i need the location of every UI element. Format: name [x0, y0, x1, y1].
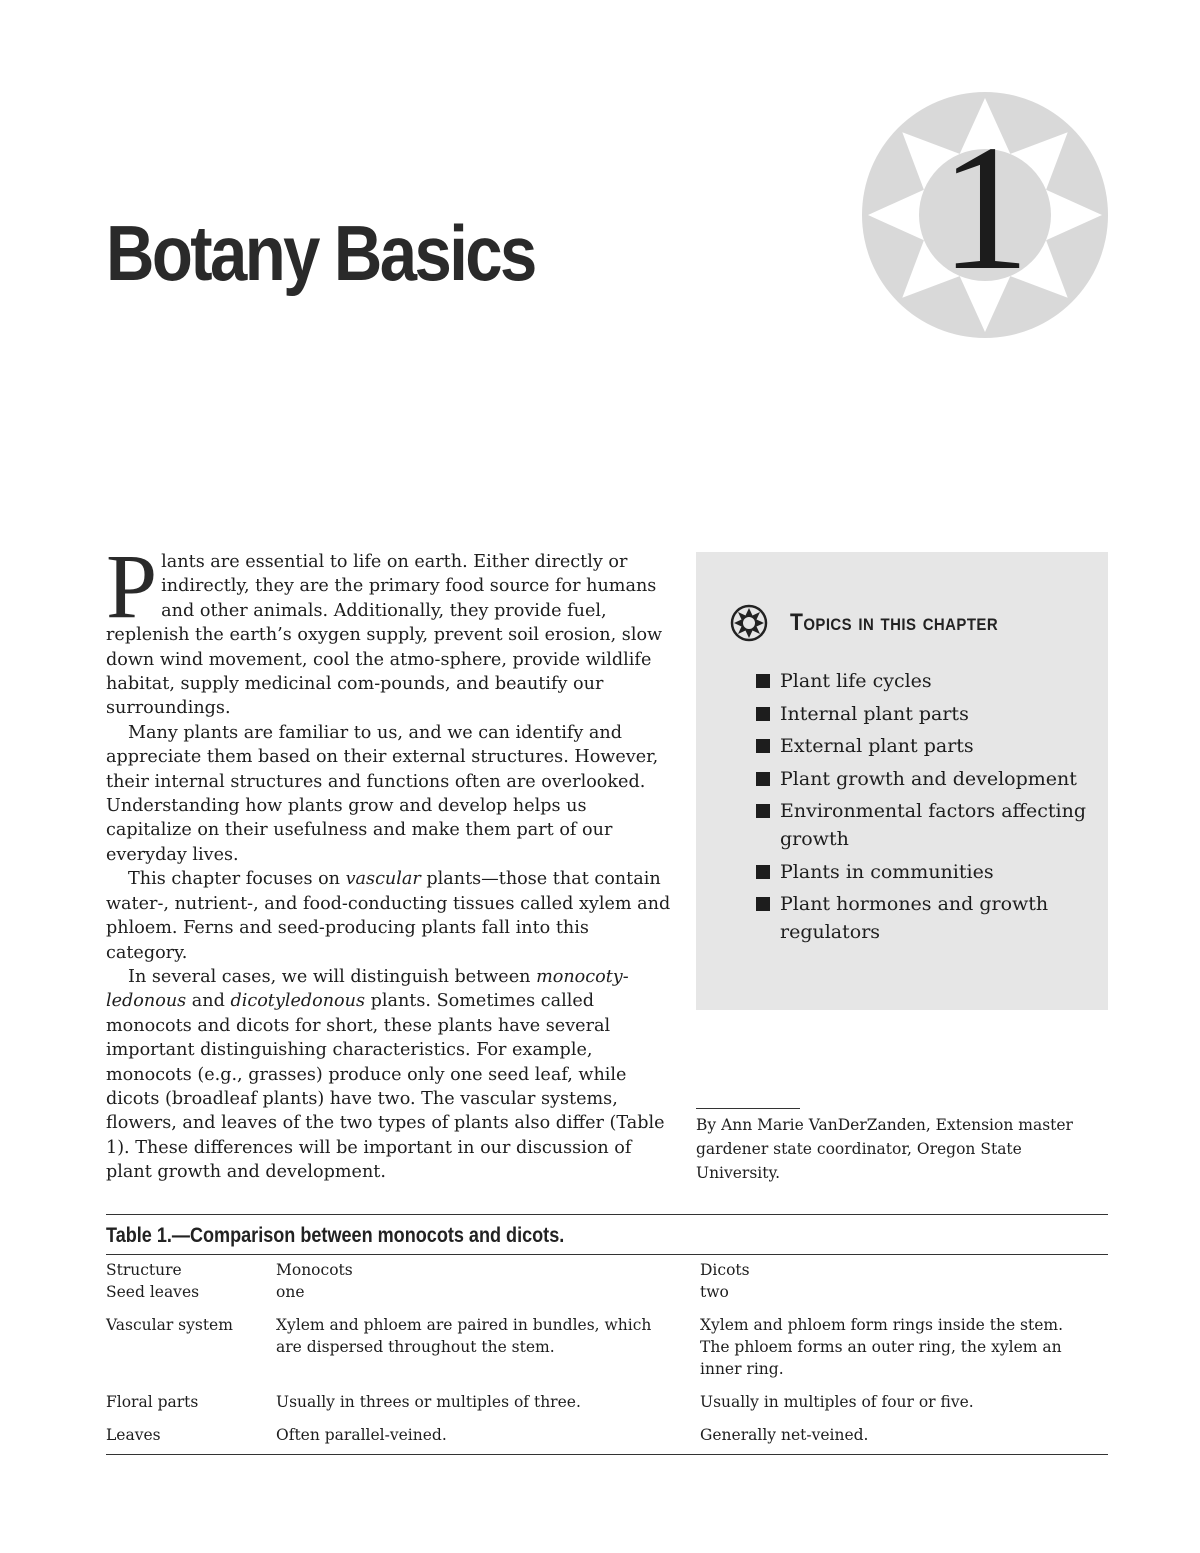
table-header-row	[106, 1255, 1108, 1281]
table-cell: one	[276, 1283, 305, 1301]
topic-item: Plant hormones and growth regulators	[756, 890, 1096, 946]
table-caption: Table 1.—Comparison between monocots and dicots.	[106, 1224, 565, 1247]
topic-item: Internal plant parts	[756, 700, 1096, 728]
body-text	[106, 535, 674, 1185]
star-ring-icon	[730, 604, 768, 642]
byline-rule	[696, 1108, 800, 1109]
topic-item: Plants in communities	[756, 858, 1096, 886]
column-header: Monocots	[276, 1261, 353, 1279]
paragraph-2: Many plants are familiar to us, and we can identify and appreciate them based on their external structures. However, their internal structures and functions often are overlooked. Understanding how plants grow and develop helps us capitalize on their usefulness and make them part of our everyday lives.	[106, 722, 659, 865]
table-cell: two	[700, 1283, 729, 1301]
table-cell: Vascular system	[106, 1316, 233, 1334]
comparison-table	[106, 1214, 1108, 1455]
sidebar-title: Topics in this chapter	[790, 609, 999, 636]
topic-list	[756, 667, 1096, 951]
table-cell: Generally net-veined.	[700, 1426, 869, 1444]
table-cell: Leaves	[106, 1426, 161, 1444]
topic-item: External plant parts	[756, 732, 1096, 760]
table-row	[106, 1303, 1108, 1380]
table-bottom-rule	[106, 1454, 1108, 1455]
table-row	[106, 1380, 1108, 1413]
topic-item: Plant growth and development	[756, 765, 1096, 793]
paragraph-1: Plants are essential to life on earth. Either directly or indirectly, they are the primary food source for humans and other animals. Additionally, they provide fuel, replenish the earth’s oxygen supply, prevent soil erosion, slow down wind movement, cool the atmo-sphere, provide wildlife habitat, supply medicinal com-pounds, and beautify our surroundings.	[106, 535, 663, 719]
table-cell: Often parallel-veined.	[276, 1426, 447, 1444]
table-cell: Xylem and phloem are paired in bundles, which are dispersed throughout the stem.	[276, 1316, 652, 1356]
topic-item: Environmental factors affecting growth	[756, 797, 1096, 853]
chapter-number: 1	[940, 108, 1030, 307]
paragraph-4: In several cases, we will distinguish between monocoty-ledonous and dicotyledonous plants. Sometimes called monocots and dicots for short, these plants have several important distinguishing characteristics. For example, monocots (e.g., grasses) produce only one seed leaf, while dicots (broadleaf plants) have two. The vascular systems, flowers, and leaves of the two types of plants also differ (Table 1). These differences will be important in our discussion of plant growth and development.	[106, 966, 665, 1183]
table-cell: Xylem and phloem form rings inside the stem. The phloem forms an outer ring, the xylem an inner ring.	[700, 1316, 1064, 1378]
table-row	[106, 1413, 1108, 1454]
table-cell: Floral parts	[106, 1393, 199, 1411]
author-byline: By Ann Marie VanDerZanden, Extension master gardener state coordinator, Oregon State University.	[696, 1116, 1073, 1182]
drop-cap: P	[106, 535, 158, 637]
column-header: Structure	[106, 1261, 182, 1279]
table-row	[106, 1281, 1108, 1303]
chapter-title: Botany Basics	[106, 209, 535, 297]
topics-sidebar	[696, 552, 1108, 1010]
column-header: Dicots	[700, 1261, 750, 1279]
paragraph-3: This chapter focuses on vascular plants—those that contain water-, nutrient-, and food-conducting tissues called xylem and phloem. Ferns and seed-producing plants fall into this category.	[106, 869, 671, 963]
table-cell: Usually in multiples of four or five.	[700, 1393, 974, 1411]
table-cell: Seed leaves	[106, 1283, 200, 1301]
table-cell: Usually in threes or multiples of three.	[276, 1393, 581, 1411]
sidebar-heading	[730, 604, 1026, 642]
topic-item: Plant life cycles	[756, 667, 1096, 695]
